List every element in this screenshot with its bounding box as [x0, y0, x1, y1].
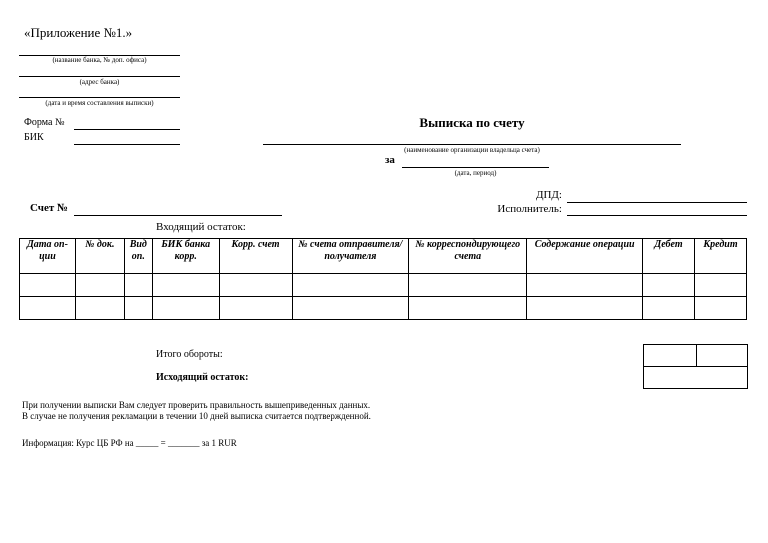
appendix-title: «Приложение №1.»: [24, 25, 133, 40]
column-header: Кредит: [694, 239, 746, 274]
exchange-rate-info: Информация: Курс ЦБ РФ на _____ = _______ за 1 RUR: [22, 438, 237, 448]
closing-balance-cell: [644, 367, 748, 389]
turnover-label: Итого обороты:: [156, 349, 223, 360]
column-header: № корреспондирующего счета: [409, 239, 527, 274]
table-cell: [527, 297, 643, 320]
table-cell: [292, 274, 409, 297]
table-cell: [292, 297, 409, 320]
column-header: № док.: [75, 239, 124, 274]
table-cell: [20, 274, 76, 297]
table-row: [20, 274, 747, 297]
account-field: [74, 215, 282, 216]
bank-address-line: [19, 76, 180, 77]
datetime-caption: (дата и время составления выписки): [45, 99, 154, 107]
column-header: Корр. счет: [219, 239, 292, 274]
table-cell: [75, 297, 124, 320]
table-cell: [643, 274, 695, 297]
table-cell: [124, 297, 152, 320]
for-label: за: [385, 154, 395, 166]
column-header: Вид оп.: [124, 239, 152, 274]
table-cell: [409, 297, 527, 320]
closing-balance-row: [644, 367, 748, 389]
bik-label: БИК: [24, 132, 44, 143]
owner-line: [263, 144, 681, 145]
column-header: БИК банка корр.: [152, 239, 219, 274]
closing-balance-label: Исходящий остаток:: [156, 372, 249, 383]
executor-field: [567, 215, 747, 216]
page-title: Выписка по счету: [419, 115, 525, 130]
table-cell: [152, 274, 219, 297]
dpd-field: [567, 202, 747, 203]
turnover-row: [644, 345, 748, 367]
form-label: Форма №: [24, 117, 65, 128]
bank-name-caption: (название банка, № доп. офиса): [52, 56, 147, 64]
table-cell: [75, 274, 124, 297]
table-cell: [643, 297, 695, 320]
account-label: Счет №: [30, 202, 69, 214]
opening-balance-label: Входящий остаток:: [156, 221, 246, 233]
table-cell: [694, 274, 746, 297]
notice: [22, 400, 371, 422]
bank-address-caption: (адрес банка): [79, 78, 120, 86]
period-caption: (дата, период): [454, 169, 497, 177]
statement-table: [19, 238, 747, 320]
executor-label: Исполнитель:: [497, 203, 562, 215]
table-cell: [219, 274, 292, 297]
column-header: Дата оп-ции: [20, 239, 76, 274]
column-header: № счета отправителя/ получателя: [292, 239, 409, 274]
table-row: [20, 297, 747, 320]
notice-line-1: При получении выписки Вам следует проверить правильность вышеприведенных данных.: [22, 400, 371, 410]
period-line: [402, 167, 549, 168]
table-cell: [409, 274, 527, 297]
table-cell: [152, 297, 219, 320]
column-header: Содержание операции: [527, 239, 643, 274]
dpd-label: ДПД:: [535, 189, 562, 201]
datetime-line: [19, 97, 180, 98]
bik-field: [74, 144, 180, 145]
table-cell: [20, 297, 76, 320]
form-field: [74, 129, 180, 130]
table-cell: [527, 274, 643, 297]
totals-table: [643, 344, 748, 389]
table-header-row: [20, 239, 747, 274]
credit-turnover-cell: [697, 345, 748, 367]
table-cell: [219, 297, 292, 320]
table-cell: [124, 274, 152, 297]
debit-turnover-cell: [644, 345, 697, 367]
owner-caption: (наименование организации владельца счета): [404, 146, 540, 154]
table-cell: [694, 297, 746, 320]
column-header: Дебет: [643, 239, 695, 274]
notice-line-2: В случае не получения рекламации в течении 10 дней выписка считается подтвержденной.: [22, 411, 371, 421]
